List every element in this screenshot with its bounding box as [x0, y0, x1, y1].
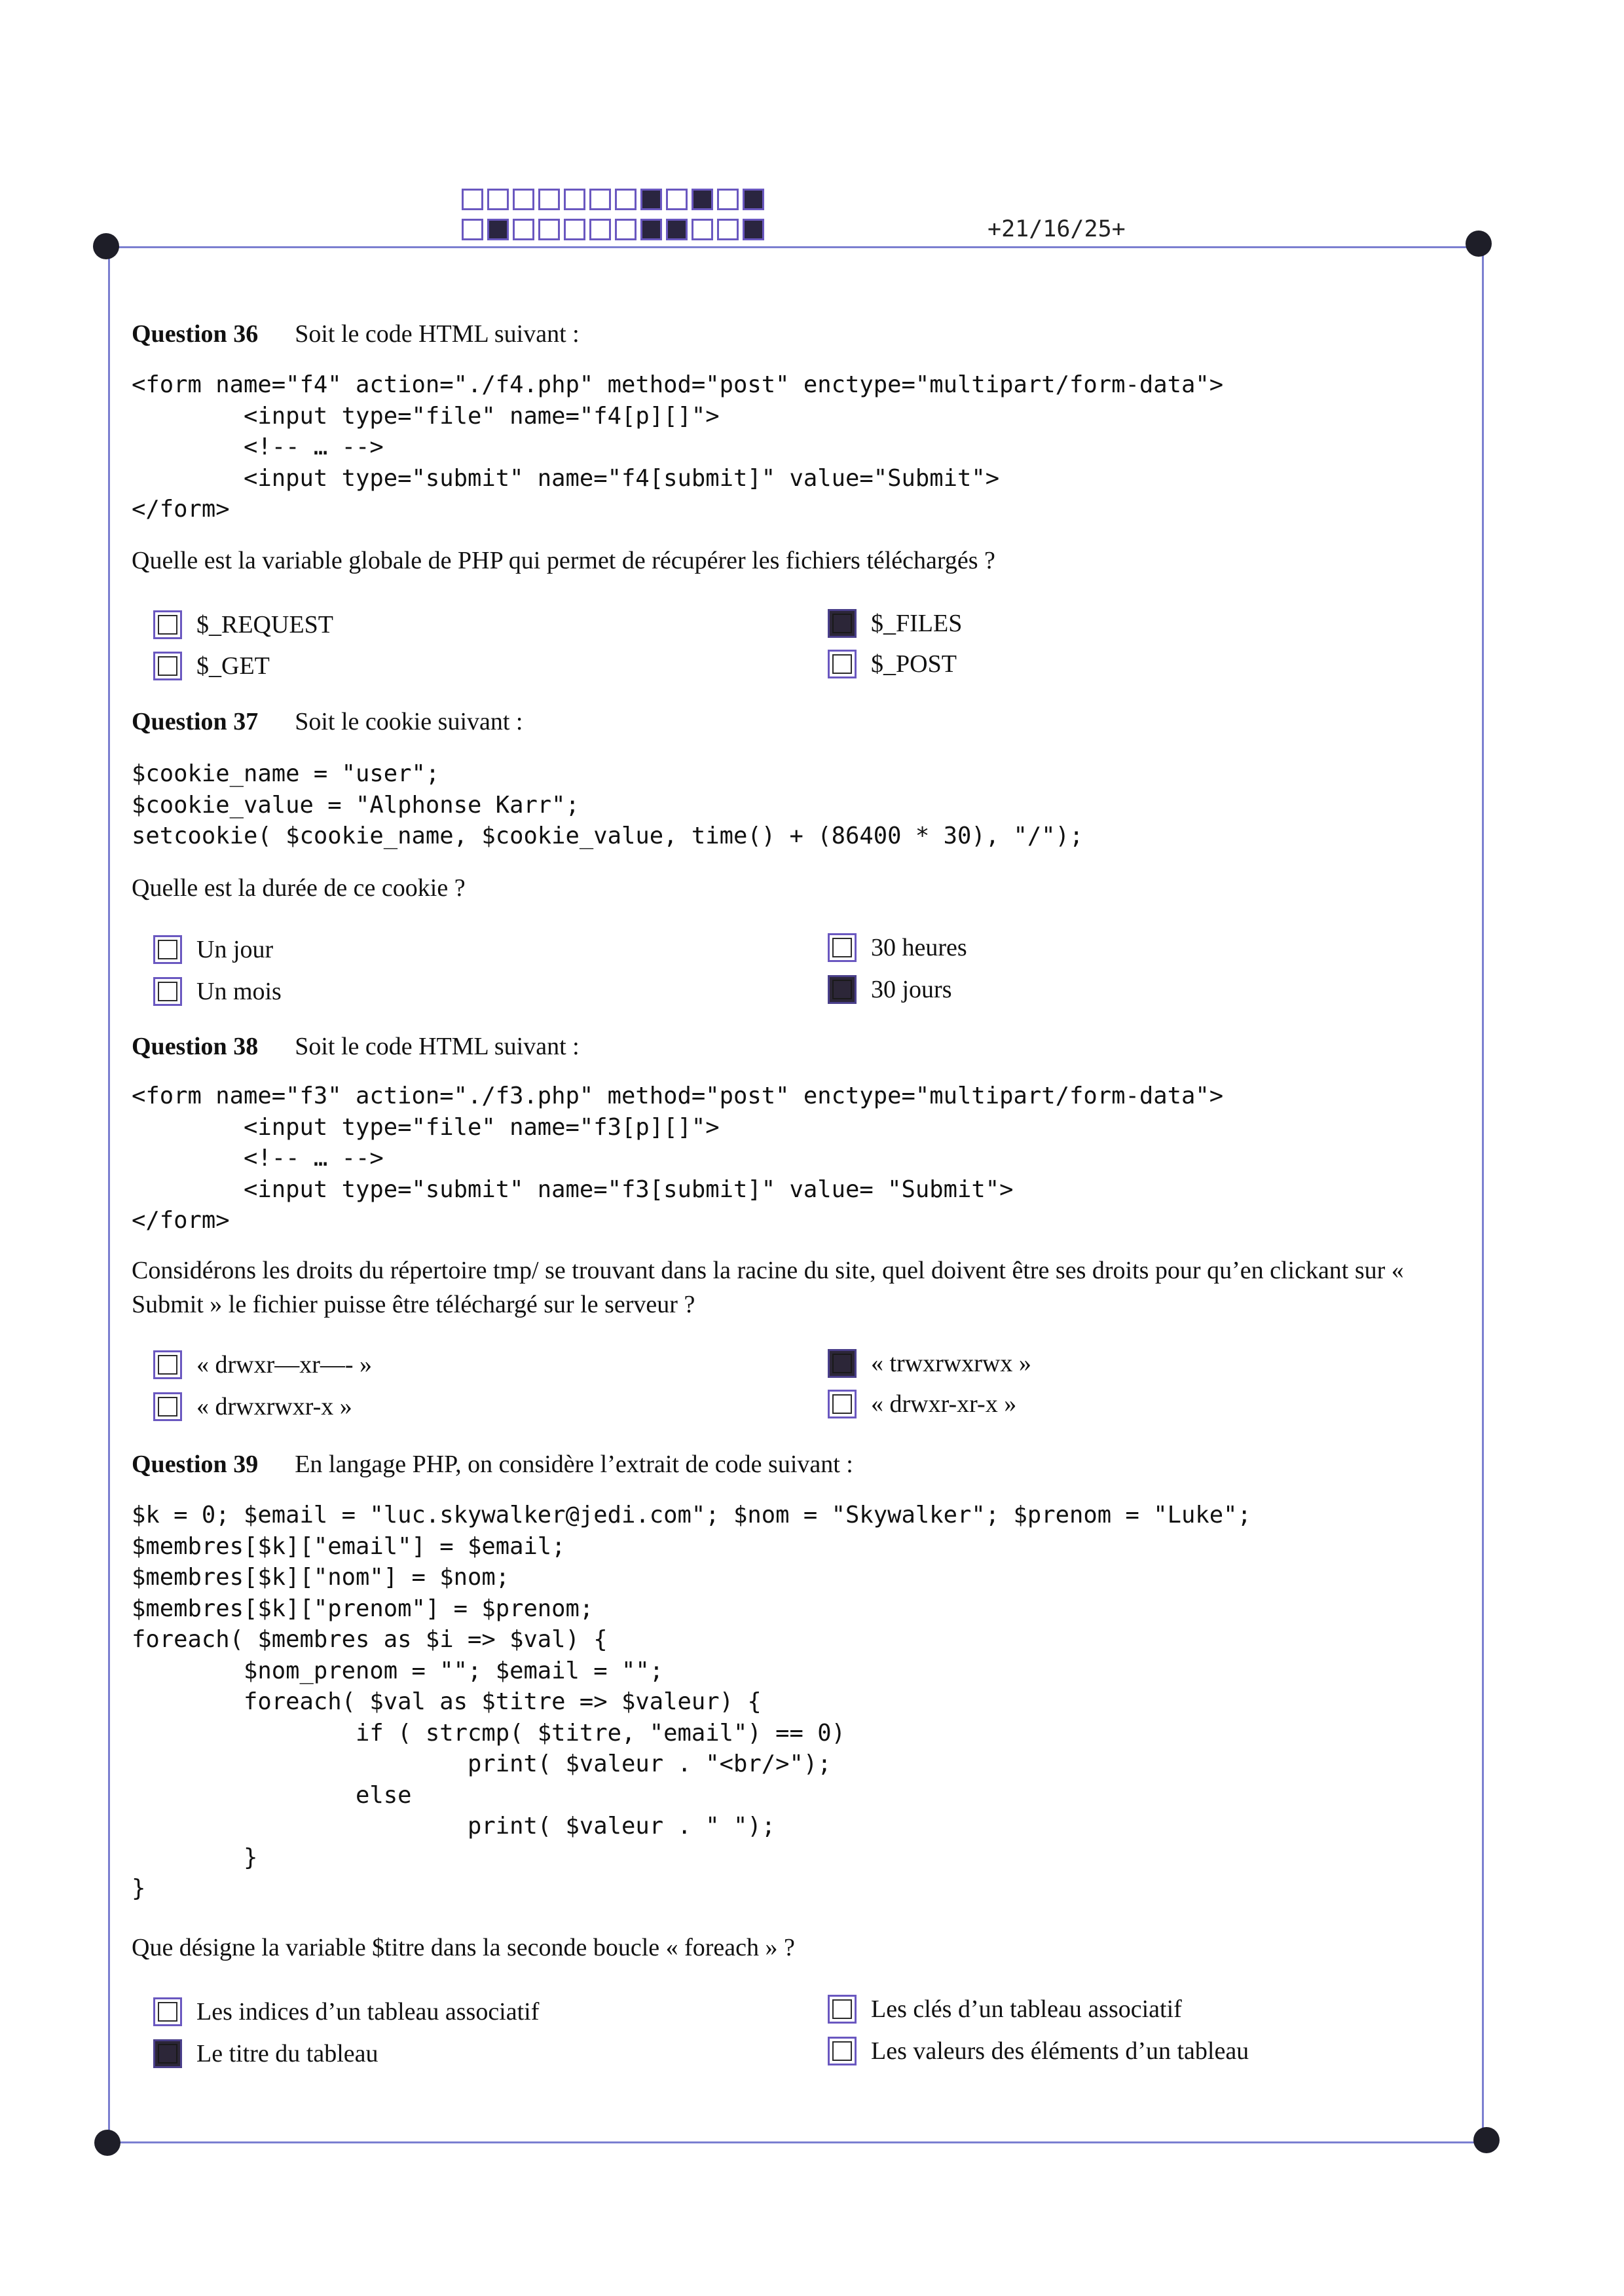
- answer-label: $_REQUEST: [196, 611, 333, 639]
- corner-mark-top-left: [93, 233, 119, 259]
- corner-mark-bottom-right: [1473, 2127, 1500, 2153]
- question-intro: Soit le cookie suivant :: [295, 708, 523, 735]
- answer-option[interactable]: [153, 652, 270, 680]
- question-37-code: $cookie_name = "user"; $cookie_value = "Alphonse Karr"; setcookie( $cookie_name, $cookie_value, time() + (86400 * 30), "/");: [132, 760, 1084, 849]
- answer-label: « drwxr—xr—- »: [196, 1351, 373, 1379]
- question-number: Question 39: [132, 1451, 259, 1478]
- question-number: Question 37: [132, 708, 259, 735]
- answer-label: $_FILES: [871, 610, 963, 637]
- answer-label: $_GET: [196, 652, 270, 680]
- barcode-cell: [743, 219, 764, 240]
- answer-option[interactable]: [153, 2039, 378, 2068]
- answer-option[interactable]: [153, 1392, 352, 1421]
- answer-checkbox[interactable]: [828, 609, 857, 638]
- answer-option[interactable]: [153, 1997, 539, 2026]
- answer-option[interactable]: [153, 935, 273, 964]
- answer-checkbox[interactable]: [828, 2037, 857, 2065]
- answer-option[interactable]: [153, 1350, 372, 1379]
- question-intro: Soit le code HTML suivant :: [295, 1033, 580, 1060]
- answer-checkbox[interactable]: [828, 1349, 857, 1378]
- question-39-title: [132, 1450, 853, 1479]
- barcode-cell: [615, 189, 637, 210]
- frame-bottom-line: [105, 2141, 1490, 2143]
- question-39-code: $k = 0; $email = "luc.skywalker@jedi.com"; $nom = "Skywalker"; $prenom = "Luke"; $membres[$k]["email"] = $email; $membres[$k]["nom"] = $nom; $membres[$k]["prenom"] = $prenom; foreach( $membres as $i => $val) { $nom_prenom = ""; $email = ""; foreach( $val as $titre => $valeur) { if ( strcmp( $titre, "email") == 0) print( $valeur . "<br/>"); else print( $valeur . " "); } }: [132, 1502, 1251, 1902]
- answer-label: « drwxr-xr-x »: [871, 1390, 1017, 1418]
- answer-checkbox[interactable]: [153, 610, 182, 639]
- question-36-title: [132, 320, 580, 348]
- answer-option[interactable]: [828, 2037, 1249, 2065]
- answer-checkbox[interactable]: [153, 935, 182, 964]
- answer-checkbox[interactable]: [828, 933, 857, 962]
- answer-label: 30 heures: [871, 934, 967, 961]
- answer-option[interactable]: [153, 977, 282, 1006]
- barcode-cell: [564, 219, 585, 240]
- barcode-cell: [717, 189, 739, 210]
- question-intro: Soit le code HTML suivant :: [295, 320, 580, 348]
- answer-label: Le titre du tableau: [196, 2040, 378, 2067]
- barcode-cell: [717, 219, 739, 240]
- barcode-cell: [743, 189, 764, 210]
- question-37-prompt: Quelle est la durée de ce cookie ?: [132, 874, 466, 902]
- answer-label: Un jour: [196, 936, 274, 963]
- barcode-cell: [538, 189, 560, 210]
- answer-option[interactable]: [828, 650, 957, 678]
- answer-label: « trwxrwxrwx »: [871, 1350, 1031, 1377]
- answer-checkbox[interactable]: [153, 1350, 182, 1379]
- answer-option[interactable]: [828, 1349, 1031, 1378]
- barcode-cell: [615, 219, 637, 240]
- answer-checkbox[interactable]: [828, 975, 857, 1004]
- answer-label: Les clés d’un tableau associatif: [871, 1995, 1182, 2023]
- question-number: Question 36: [132, 320, 259, 348]
- question-38-title: [132, 1032, 580, 1061]
- frame-top-line: [105, 246, 1479, 248]
- answer-label: Un mois: [196, 978, 282, 1005]
- answer-option[interactable]: [828, 933, 967, 962]
- barcode-cell: [487, 189, 509, 210]
- answer-checkbox[interactable]: [828, 1390, 857, 1418]
- question-38-code: <form name="f3" action="./f3.php" method="post" enctype="multipart/form-data"> <input type="file" name="f3[p][]"> <!-- … --> <input type="submit" name="f3[submit]" value= "Submit"> </form>: [132, 1083, 1224, 1234]
- answer-checkbox[interactable]: [153, 1392, 182, 1421]
- question-39-prompt: Que désigne la variable $titre dans la seconde boucle « foreach » ?: [132, 1934, 795, 1961]
- barcode-cell: [692, 219, 713, 240]
- barcode-row-top: [462, 189, 764, 210]
- answer-checkbox[interactable]: [153, 977, 182, 1006]
- question-38-prompt: Considérons les droits du répertoire tmp/ se trouvant dans la racine du site, quel doivent être ses droits pour qu’en clickant sur « Submit » le fichier puisse être téléchargé sur le serveur ?: [132, 1257, 1404, 1318]
- barcode-cell: [666, 189, 688, 210]
- barcode-cell: [640, 219, 662, 240]
- corner-mark-top-right: [1466, 231, 1492, 257]
- answer-label: Les indices d’un tableau associatif: [196, 1998, 540, 2026]
- barcode-cell: [589, 189, 611, 210]
- exam-code-id: +21/16/25+: [987, 216, 1126, 242]
- answer-label: Les valeurs des éléments d’un tableau: [871, 2037, 1249, 2065]
- barcode-cell: [513, 219, 534, 240]
- question-37-title: [132, 707, 523, 736]
- barcode-cell: [462, 189, 483, 210]
- answer-checkbox[interactable]: [153, 2039, 182, 2068]
- answer-option[interactable]: [828, 975, 952, 1004]
- answer-option[interactable]: [828, 1995, 1182, 2024]
- answer-option[interactable]: [828, 1390, 1016, 1418]
- barcode-cell: [538, 219, 560, 240]
- question-36-code: <form name="f4" action="./f4.php" method="post" enctype="multipart/form-data"> <input type="file" name="f4[p][]"> <!-- … --> <input type="submit" name="f4[submit]" value="Submit"> </form>: [132, 371, 1224, 523]
- frame-left-line: [108, 248, 110, 2141]
- answer-option[interactable]: [828, 609, 962, 638]
- question-number: Question 38: [132, 1033, 259, 1060]
- barcode-cell: [487, 219, 509, 240]
- answer-checkbox[interactable]: [153, 652, 182, 680]
- answer-label: 30 jours: [871, 976, 952, 1003]
- barcode-cell: [692, 189, 713, 210]
- barcode-row-bottom: [462, 219, 764, 240]
- barcode-cell: [513, 189, 534, 210]
- question-intro: En langage PHP, on considère l’extrait de code suivant :: [295, 1451, 853, 1478]
- answer-checkbox[interactable]: [828, 650, 857, 678]
- barcode-cell: [564, 189, 585, 210]
- corner-mark-bottom-left: [94, 2130, 120, 2156]
- barcode-cell: [666, 219, 688, 240]
- question-36-prompt: Quelle est la variable globale de PHP qui permet de récupérer les fichiers téléchargés ?: [132, 547, 995, 574]
- answer-label: $_POST: [871, 650, 957, 678]
- answer-label: « drwxrwxr-x »: [196, 1393, 352, 1420]
- answer-checkbox[interactable]: [153, 1997, 182, 2026]
- barcode-cell: [462, 219, 483, 240]
- barcode-cell: [640, 189, 662, 210]
- barcode-cell: [589, 219, 611, 240]
- frame-right-line: [1482, 248, 1484, 2141]
- answer-checkbox[interactable]: [828, 1995, 857, 2024]
- answer-option[interactable]: [153, 610, 333, 639]
